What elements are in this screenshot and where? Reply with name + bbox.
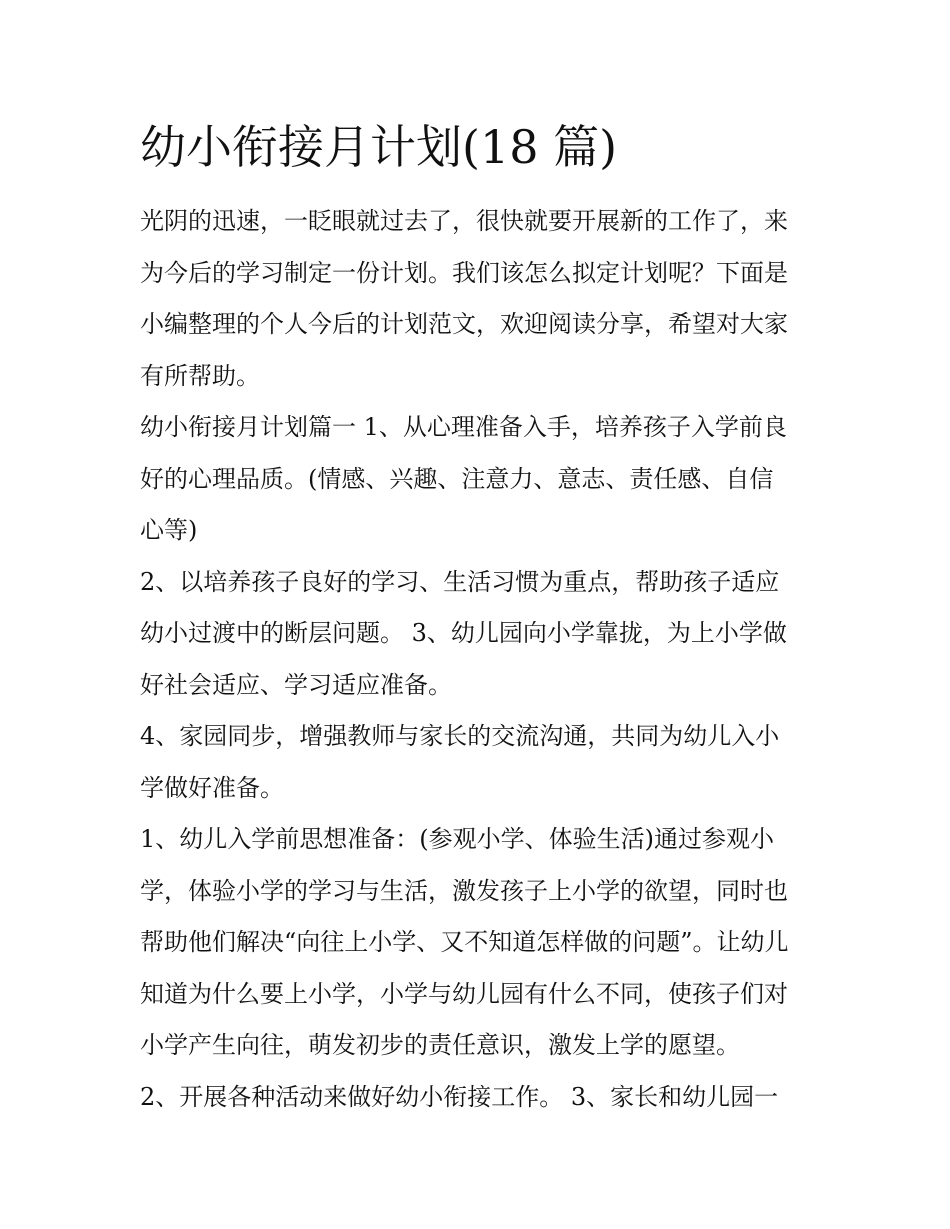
body-line: 1、幼儿入学前思想准备：(参观小学、体验生活)通过参观小 [140, 825, 774, 853]
body-line: 学，体验小学的学习与生活，激发孩子上小学的欲望，同时也 [140, 876, 788, 905]
body-line: 光阴的迅速，一眨眼就过去了，很快就要开展新的工作了，来 [140, 207, 788, 235]
body-line: 2、开展各种活动来做好幼小衔接工作。 3、家长和幼儿园一 [140, 1082, 779, 1111]
document-title: 幼小衔接月计划(18 篇) [140, 120, 618, 174]
body-line: 小编整理的个人今后的计划范文，欢迎阅读分享，希望对大家 [140, 310, 788, 338]
body-line: 心等) [140, 516, 198, 544]
body-line: 知道为什么要上小学，小学与幼儿园有什么不同，使孩子们对 [140, 979, 788, 1008]
body-line: 小学产生向往，萌发初步的责任意识，激发上学的愿望。 [140, 1031, 740, 1059]
body-line: 2、以培养孩子良好的学习、生活习惯为重点，帮助孩子适应 [140, 567, 780, 596]
body-line: 好的心理品质。(情感、兴趣、注意力、意志、责任感、自信 [140, 464, 774, 493]
document-body [140, 196, 820, 1123]
body-line: 好社会适应、学习适应准备。 [140, 670, 452, 699]
body-line: 有所帮助。 [140, 361, 260, 390]
body-line: 为今后的学习制定一份计划。我们该怎么拟定计划呢？下面是 [140, 258, 788, 287]
body-line: 帮助他们解决“向往上小学、又不知道怎样做的问题”。让幼儿 [140, 928, 789, 956]
body-line: 幼小过渡中的断层问题。 3、幼儿园向小学靠拢，为上小学做 [140, 619, 787, 647]
body-line: 学做好准备。 [140, 773, 284, 802]
body-line: 幼小衔接月计划篇一 1、从心理准备入手，培养孩子入学前良 [140, 413, 787, 441]
body-line: 4、家园同步，增强教师与家长的交流沟通，共同为幼儿入小 [140, 722, 780, 750]
